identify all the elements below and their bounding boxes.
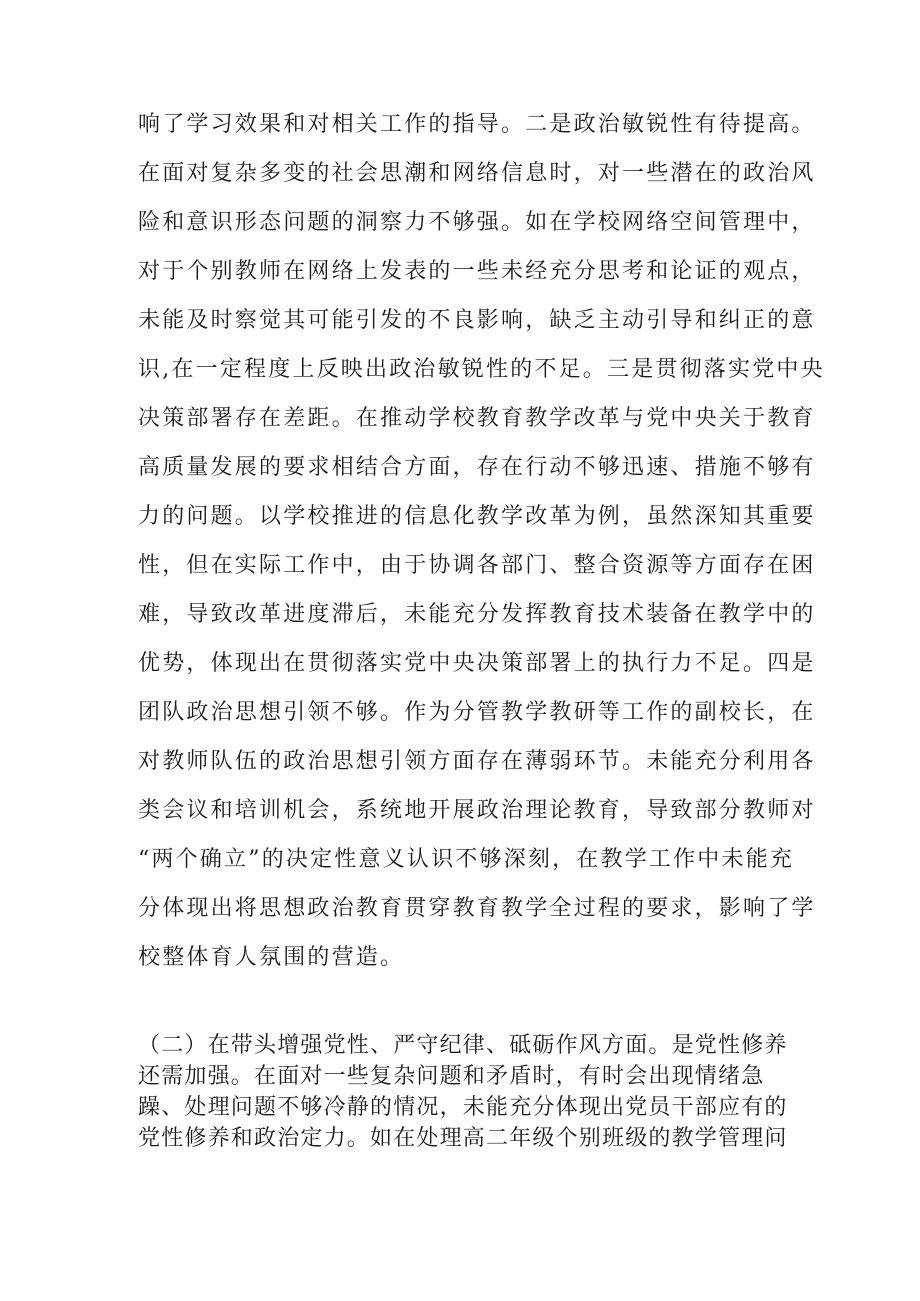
text-line: “两个确立”的决定性意义认识不够深刻，在教学工作中未能充 — [138, 847, 795, 872]
text-line: 团队政治思想引领不够。作为分管教学教研等工作的副校长，在 — [138, 700, 816, 725]
text-line: 分体现出将思想政治教育贯穿教育教学全过程的要求，影响了学 — [138, 896, 816, 921]
text-line: （二）在带头增强党性、严守纪律、砥砺作风方面。是党性修养 — [138, 1033, 788, 1058]
text-line: 难，导致改革进度滞后，未能充分发挥教育技术装备在教学中的 — [138, 602, 816, 627]
paragraph-party-discipline — [138, 1030, 798, 1154]
text-line: 还需加强。在面对一些复杂问题和矛盾时，有时会出现情绪急 — [138, 1064, 765, 1089]
text-line: 优势，体现出在贯彻落实党中央决策部署上的执行力不足。四是 — [138, 651, 816, 676]
text-line: 对教师队伍的政治思想引领方面存在薄弱环节。未能充分利用各 — [138, 749, 816, 774]
paragraph-political-issues — [138, 100, 825, 982]
text-line: 躁、处理问题不够冷静的情况，未能充分体现出党员干部应有的 — [138, 1095, 788, 1120]
text-line: 力的问题。以学校推进的信息化教学改革为例，虽然深知其重要 — [138, 504, 816, 529]
text-line: 险和意识形态问题的洞察力不够强。如在学校网络空间管理中， — [138, 210, 816, 235]
text-line: 高质量发展的要求相结合方面，存在行动不够迅速、措施不够有 — [138, 455, 816, 480]
text-line: 在面对复杂多变的社会思潮和网络信息时，对一些潜在的政治风 — [138, 161, 816, 186]
text-line: 未能及时察觉其可能引发的不良影响，缺乏主动引导和纠正的意 — [138, 308, 816, 333]
text-line: 党性修养和政治定力。如在处理高二年级个别班级的教学管理问 — [138, 1126, 788, 1151]
text-line: 响了学习效果和对相关工作的指导。二是政治敏锐性有待提高。 — [138, 112, 816, 137]
text-line: 校整体育人氛围的营造。 — [138, 945, 405, 970]
text-line: 性，但在实际工作中，由于协调各部门、整合资源等方面存在困 — [138, 553, 816, 578]
text-line: 对于个别教师在网络上发表的一些未经充分思考和论证的观点， — [138, 259, 816, 284]
text-line: 识,在一定程度上反映出政治敏锐性的不足。三是贯彻落实党中央 — [138, 357, 825, 382]
text-line: 类会议和培训机会，系统地开展政治理论教育，导致部分教师对 — [138, 798, 816, 823]
text-line: 决策部署存在差距。在推动学校教育教学改革与党中央关于教育 — [138, 406, 816, 431]
